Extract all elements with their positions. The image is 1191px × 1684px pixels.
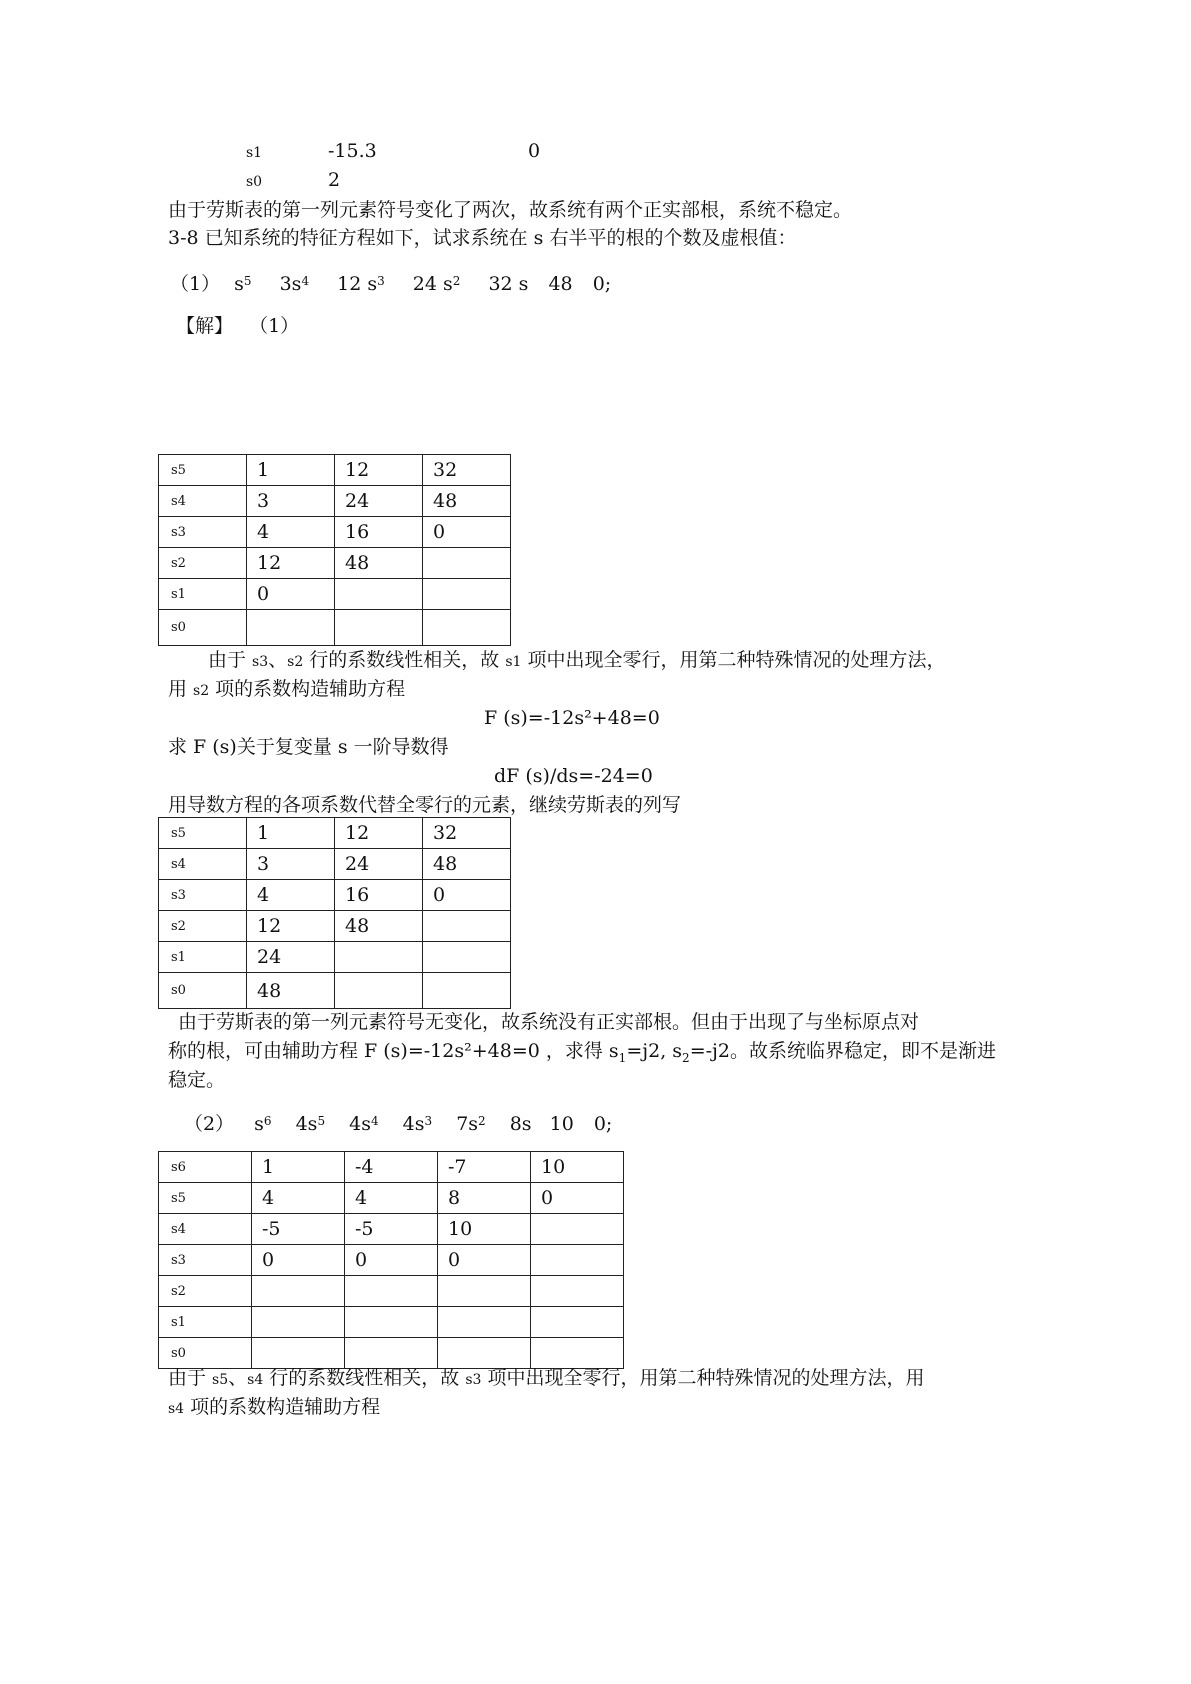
table-row bbox=[159, 1245, 624, 1276]
table-cell: 8 bbox=[438, 1183, 531, 1214]
table-cell: 3 bbox=[247, 486, 335, 517]
row-label: s5 bbox=[159, 455, 247, 486]
table-cell bbox=[345, 1307, 438, 1338]
table-row bbox=[159, 1307, 624, 1338]
inline-symbol: s3 bbox=[252, 654, 269, 670]
eq-term: 3s bbox=[279, 273, 302, 295]
eq-term: 4s bbox=[349, 1113, 371, 1135]
text: 行的系数线性相关，故 bbox=[263, 1367, 466, 1389]
table-row bbox=[159, 455, 511, 486]
table-cell: -5 bbox=[252, 1214, 345, 1245]
text: 、 bbox=[228, 1367, 248, 1389]
table-cell: 0 bbox=[531, 1183, 624, 1214]
row-label: s0 bbox=[159, 1338, 252, 1369]
table-cell: 0 bbox=[423, 880, 511, 911]
table-cell bbox=[252, 1307, 345, 1338]
table-cell bbox=[438, 1307, 531, 1338]
row-value: 0 bbox=[528, 140, 541, 162]
equation-1 bbox=[170, 268, 611, 297]
text: 项中出现全零行，用第二种特殊情况的处理方法，用 bbox=[481, 1367, 925, 1389]
eq-term: s bbox=[234, 273, 244, 295]
table-row bbox=[159, 880, 511, 911]
eq-exp: 6 bbox=[263, 1114, 272, 1128]
row-label: s0 bbox=[159, 973, 247, 1009]
table-cell: 16 bbox=[335, 517, 423, 548]
row-label: s5 bbox=[159, 818, 247, 849]
inline-symbol: s4 bbox=[168, 1401, 185, 1417]
table-row bbox=[159, 849, 511, 880]
table-cell: 0 bbox=[247, 579, 335, 610]
inline-symbol: s3 bbox=[465, 1372, 482, 1388]
eq-term: 12 s bbox=[337, 273, 378, 295]
paragraph bbox=[168, 1365, 924, 1393]
table-row bbox=[159, 973, 511, 1009]
text: 由于 bbox=[168, 1367, 213, 1389]
table-cell bbox=[335, 610, 423, 646]
eq-exp: 4 bbox=[301, 274, 310, 288]
text: 行的系数线性相关，故 bbox=[303, 649, 506, 671]
table-cell bbox=[423, 548, 511, 579]
table-cell bbox=[423, 579, 511, 610]
table-cell: 4 bbox=[247, 517, 335, 548]
table-cell bbox=[423, 973, 511, 1009]
row-label: s3 bbox=[159, 517, 247, 548]
table-cell: 1 bbox=[252, 1152, 345, 1183]
table-cell: -4 bbox=[345, 1152, 438, 1183]
table-cell bbox=[345, 1276, 438, 1307]
row-label: s1 bbox=[159, 942, 247, 973]
row-value: 2 bbox=[328, 169, 341, 191]
table-cell: 48 bbox=[335, 911, 423, 942]
row-label: s4 bbox=[159, 849, 247, 880]
table-cell: 48 bbox=[423, 486, 511, 517]
eq-exp: 2 bbox=[452, 274, 461, 288]
row-label: s1 bbox=[159, 579, 247, 610]
text: 项的系数构造辅助方程 bbox=[209, 678, 406, 700]
table-cell: 32 bbox=[423, 818, 511, 849]
solution-heading bbox=[176, 313, 299, 339]
auxiliary-equation: F (s)=-12s²+48=0 bbox=[484, 707, 660, 729]
table-cell bbox=[247, 610, 335, 646]
paragraph: 由于劳斯表的第一列元素符号无变化，故系统没有正实部根。但由于出现了与坐标原点对 bbox=[178, 1011, 920, 1033]
table-row bbox=[159, 517, 511, 548]
table-cell: 4 bbox=[345, 1183, 438, 1214]
table-row bbox=[159, 1338, 624, 1369]
text: 由于 bbox=[208, 649, 253, 671]
table-cell: 24 bbox=[247, 942, 335, 973]
table-cell: 10 bbox=[438, 1214, 531, 1245]
row-value: -15.3 bbox=[328, 140, 377, 162]
eq-term: 24 s bbox=[412, 273, 453, 295]
table-cell bbox=[335, 942, 423, 973]
text: 、 bbox=[268, 649, 288, 671]
table-cell: 12 bbox=[247, 548, 335, 579]
table-cell: 12 bbox=[335, 818, 423, 849]
table-cell bbox=[335, 579, 423, 610]
inline-symbol: s2 bbox=[193, 683, 210, 699]
derivative-equation: dF (s)/ds=-24=0 bbox=[494, 765, 653, 787]
table-cell: -5 bbox=[345, 1214, 438, 1245]
paragraph bbox=[168, 1038, 996, 1071]
row-label: s2 bbox=[159, 911, 247, 942]
table-cell: 24 bbox=[335, 849, 423, 880]
table-row bbox=[159, 1276, 624, 1307]
inline-symbol: s2 bbox=[287, 654, 304, 670]
row-label: s2 bbox=[159, 1276, 252, 1307]
table-cell bbox=[335, 973, 423, 1009]
solution-number: （1） bbox=[249, 315, 300, 337]
table-cell bbox=[438, 1338, 531, 1369]
eq-prefix: （2） bbox=[184, 1113, 235, 1135]
eq-term: 32 s bbox=[488, 273, 529, 295]
row-label: s0 bbox=[159, 610, 247, 646]
problem-statement: 3-8 已知系统的特征方程如下，试求系统在 s 右半平的根的个数及虚根值： bbox=[168, 227, 797, 249]
routh-table-2 bbox=[158, 817, 511, 1009]
paragraph: 由于劳斯表的第一列元素符号变化了两次，故系统有两个正实部根，系统不稳定。 bbox=[168, 199, 853, 221]
table-cell: 0 bbox=[345, 1245, 438, 1276]
text: =j2, s bbox=[626, 1040, 683, 1062]
eq-term: 8s bbox=[509, 1113, 532, 1135]
row-label: s6 bbox=[159, 1152, 252, 1183]
paragraph bbox=[168, 1394, 380, 1422]
eq-term: 48 bbox=[548, 273, 573, 295]
table-row bbox=[159, 1214, 624, 1245]
row-label: s1 bbox=[159, 1307, 252, 1338]
eq-exp: 5 bbox=[243, 274, 252, 288]
table-cell: 12 bbox=[247, 911, 335, 942]
table-row bbox=[159, 610, 511, 646]
row-label: s1 bbox=[246, 145, 263, 161]
table-cell: 24 bbox=[335, 486, 423, 517]
row-label: s3 bbox=[159, 1245, 252, 1276]
subscript: 2 bbox=[682, 1051, 690, 1065]
eq-exp: 3 bbox=[377, 274, 385, 288]
table-cell bbox=[531, 1307, 624, 1338]
table-row bbox=[159, 911, 511, 942]
table-cell bbox=[423, 610, 511, 646]
eq-exp: 4 bbox=[370, 1114, 379, 1128]
eq-term: 0; bbox=[592, 273, 612, 295]
text: 项中出现全零行，用第二种特殊情况的处理方法， bbox=[521, 649, 946, 671]
eq-term: 0; bbox=[593, 1113, 613, 1135]
routh-table-1 bbox=[158, 454, 511, 646]
row-label: s5 bbox=[159, 1183, 252, 1214]
table-cell bbox=[423, 911, 511, 942]
paragraph: 稳定。 bbox=[168, 1069, 226, 1091]
routh-table-3 bbox=[158, 1151, 624, 1369]
table-cell: 3 bbox=[247, 849, 335, 880]
eq-term: s bbox=[254, 1113, 264, 1135]
table-cell: -7 bbox=[438, 1152, 531, 1183]
table-cell bbox=[531, 1245, 624, 1276]
table-cell bbox=[252, 1338, 345, 1369]
row-label: s0 bbox=[246, 174, 263, 190]
table-cell: 48 bbox=[247, 973, 335, 1009]
eq-term: 4s bbox=[295, 1113, 318, 1135]
eq-exp: 3 bbox=[424, 1114, 433, 1128]
table-row bbox=[159, 1183, 624, 1214]
table-cell: 10 bbox=[531, 1152, 624, 1183]
text: =-j2。故系统临界稳定，即不是渐进 bbox=[689, 1040, 997, 1062]
table-cell bbox=[531, 1214, 624, 1245]
table-row bbox=[159, 818, 511, 849]
table-cell: 0 bbox=[423, 517, 511, 548]
eq-prefix: （1） bbox=[170, 273, 221, 295]
eq-exp: 5 bbox=[317, 1114, 326, 1128]
table-cell bbox=[345, 1338, 438, 1369]
table-cell bbox=[252, 1276, 345, 1307]
table-cell: 0 bbox=[252, 1245, 345, 1276]
text: 称的根，可由辅助方程 F (s)=-12s²+48=0 ，求得 s bbox=[168, 1040, 619, 1062]
table-cell: 1 bbox=[247, 818, 335, 849]
row-label: s3 bbox=[159, 880, 247, 911]
table-cell: 48 bbox=[335, 548, 423, 579]
eq-exp: 2 bbox=[478, 1114, 486, 1128]
eq-term: 10 bbox=[549, 1113, 574, 1135]
table-cell: 32 bbox=[423, 455, 511, 486]
table-cell: 16 bbox=[335, 880, 423, 911]
table-cell: 4 bbox=[247, 880, 335, 911]
inline-symbol: s5 bbox=[212, 1372, 229, 1388]
text: 项的系数构造辅助方程 bbox=[184, 1396, 381, 1418]
table-row bbox=[159, 486, 511, 517]
table-row bbox=[159, 579, 511, 610]
inline-symbol: s4 bbox=[247, 1372, 264, 1388]
table-row bbox=[159, 942, 511, 973]
solution-label: 【解】 bbox=[176, 315, 234, 337]
eq-term: 4s bbox=[402, 1113, 425, 1135]
table-cell bbox=[423, 942, 511, 973]
table-cell: 12 bbox=[335, 455, 423, 486]
paragraph bbox=[208, 647, 945, 675]
subscript: 1 bbox=[618, 1051, 627, 1065]
inline-symbol: s1 bbox=[505, 654, 522, 670]
paragraph bbox=[168, 676, 405, 704]
eq-term: 7s bbox=[456, 1113, 479, 1135]
table-cell: 1 bbox=[247, 455, 335, 486]
paragraph: 求 F (s)关于复变量 s 一阶导数得 bbox=[168, 736, 449, 758]
table-row bbox=[159, 1152, 624, 1183]
table-cell: 4 bbox=[252, 1183, 345, 1214]
row-label: s2 bbox=[159, 548, 247, 579]
table-cell: 48 bbox=[423, 849, 511, 880]
table-cell bbox=[531, 1276, 624, 1307]
row-label: s4 bbox=[159, 1214, 252, 1245]
table-row bbox=[159, 548, 511, 579]
equation-2 bbox=[184, 1108, 612, 1137]
row-label: s4 bbox=[159, 486, 247, 517]
table-cell bbox=[531, 1338, 624, 1369]
table-cell bbox=[438, 1276, 531, 1307]
paragraph: 用导数方程的各项系数代替全零行的元素，继续劳斯表的列写 bbox=[168, 794, 682, 816]
table-cell: 0 bbox=[438, 1245, 531, 1276]
text: 用 bbox=[168, 678, 194, 700]
